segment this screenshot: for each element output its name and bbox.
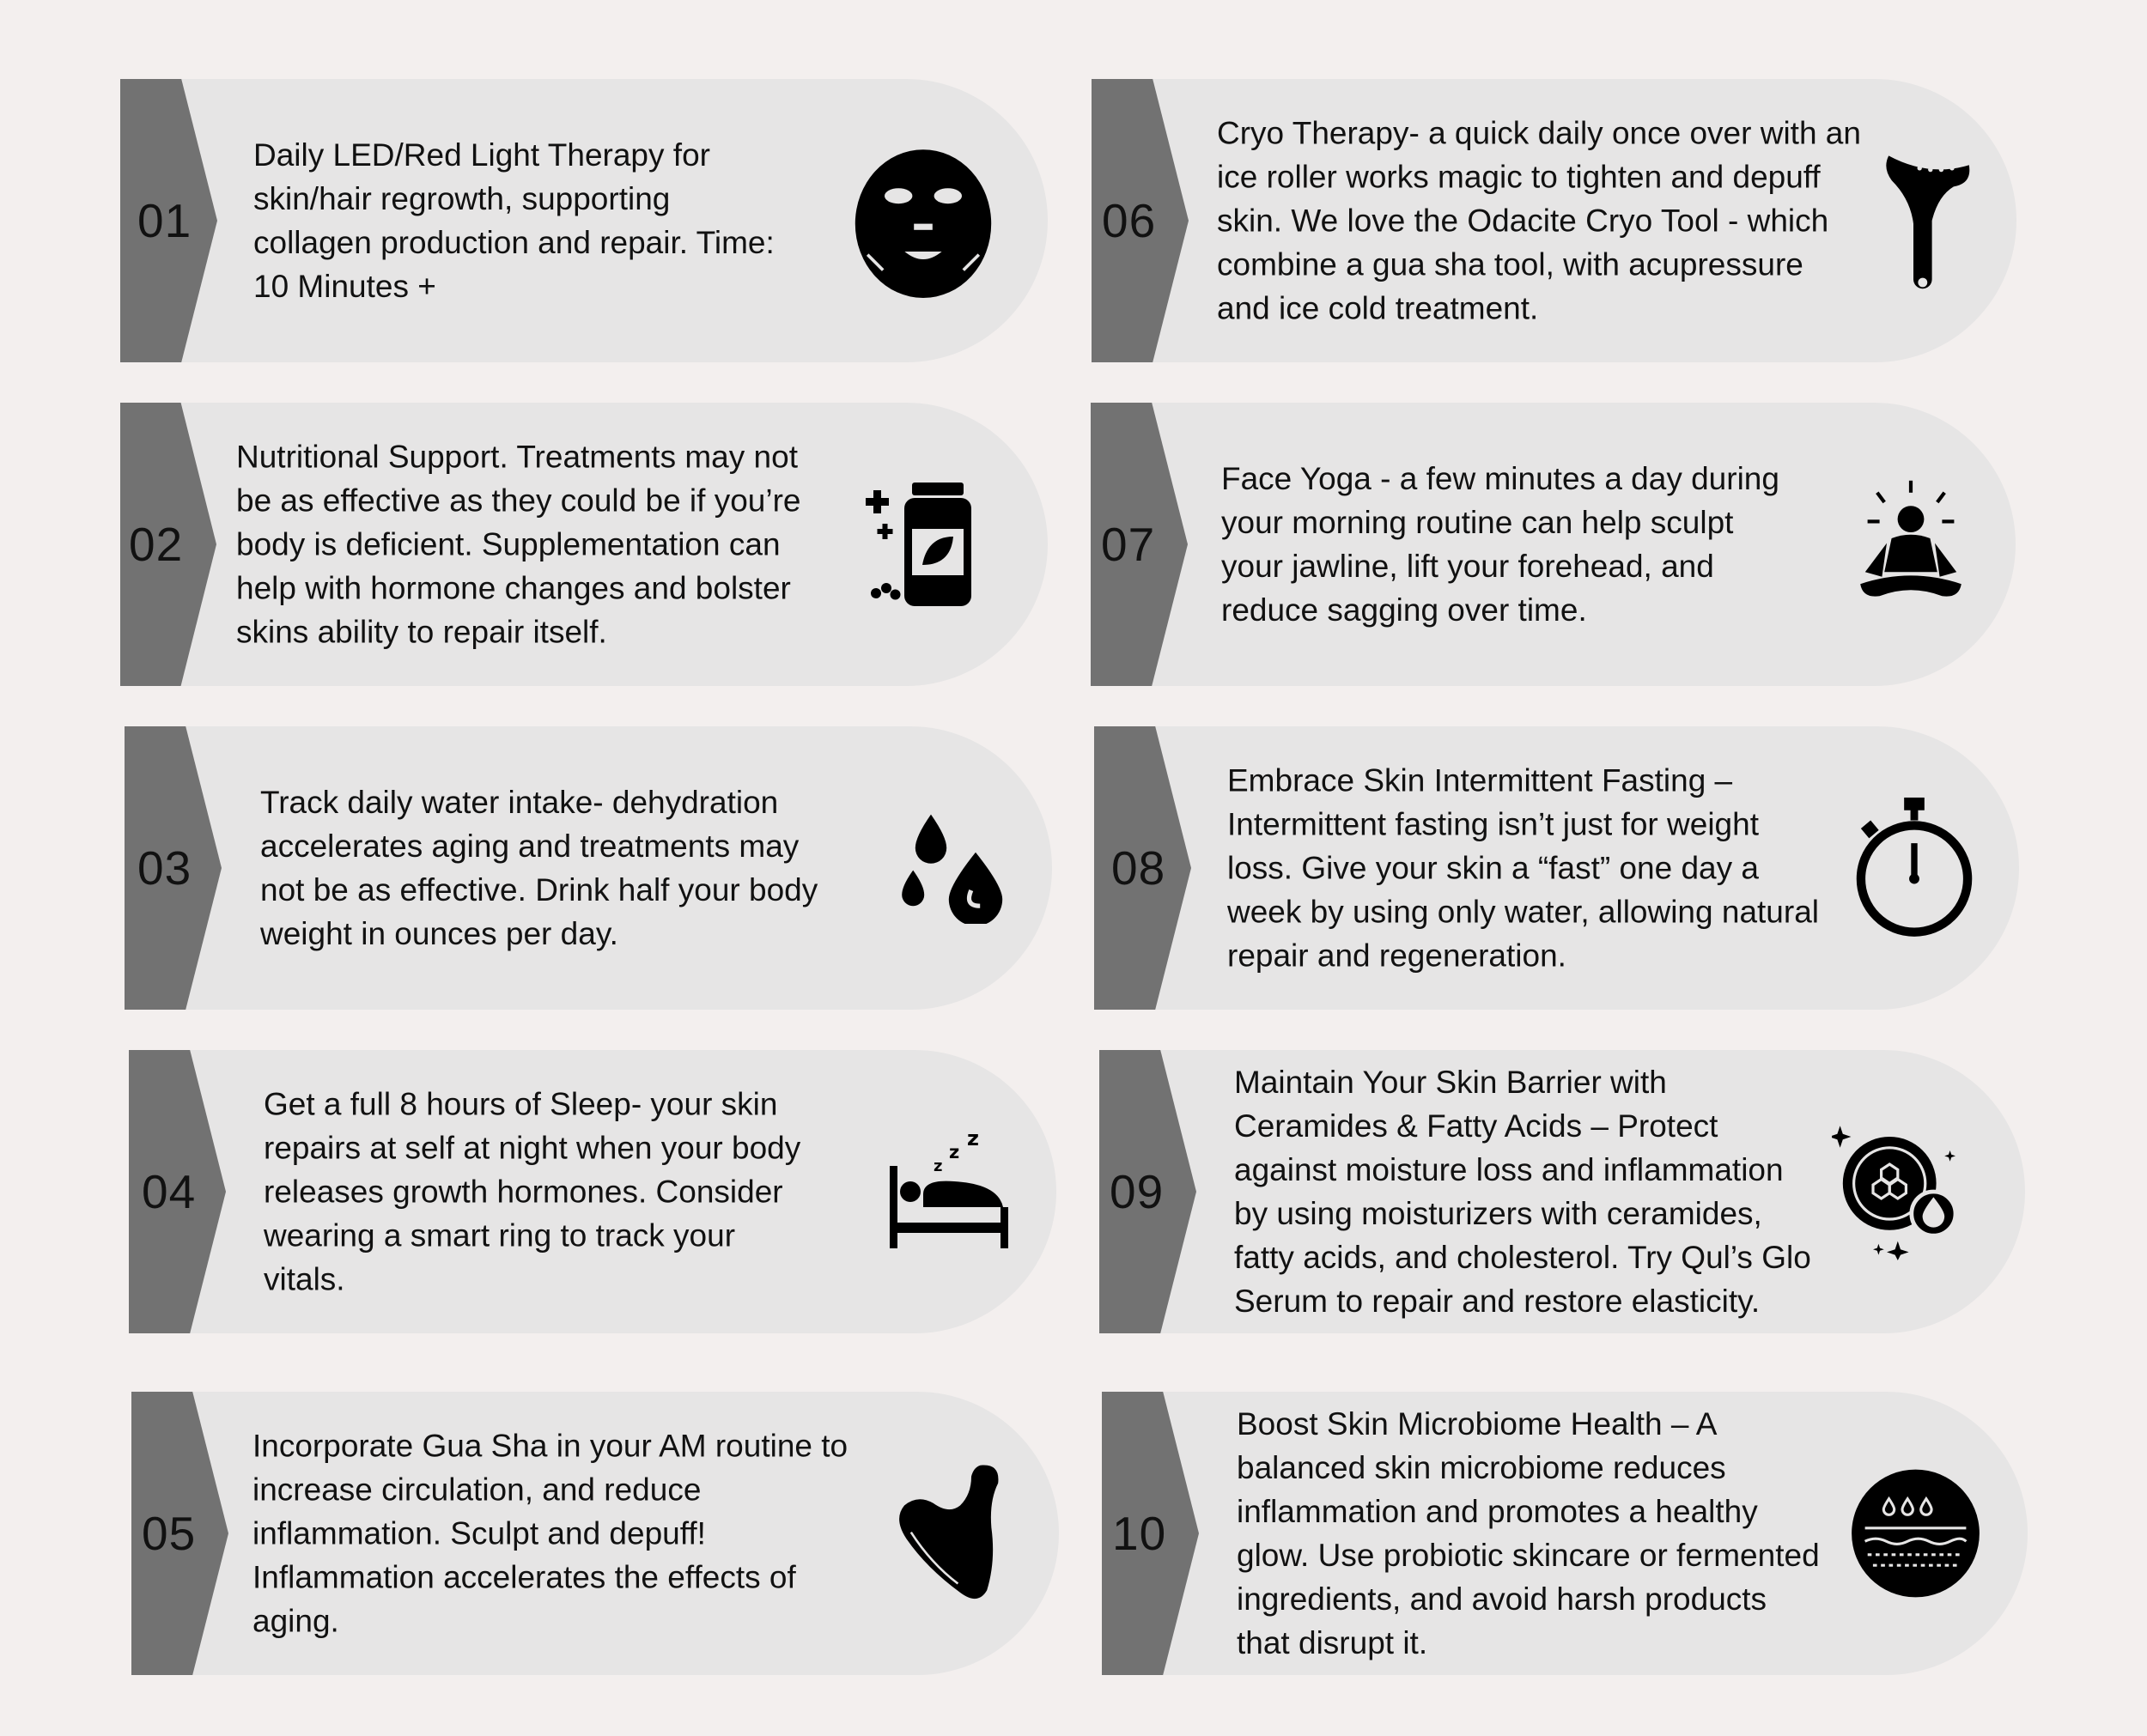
tip-number: 09 (1110, 1165, 1165, 1218)
tip-card-10 (1102, 1392, 2028, 1675)
tip-text: Get a full 8 hours of Sleep- your skin repairs at self at night when your body releases growth hormones. Consider wearing a smart ring to track your vitals. (264, 1086, 801, 1297)
supplement-jar-icon (863, 480, 992, 609)
tip-text: Maintain Your Skin Barrier with Ceramides & Fatty Acids – Protect against moisture loss and inflammation by using moisturizers with ceramides, fatty acids, and cholesterol. Try Qul’s Glo Serum to repair and restore elasticity. (1234, 1065, 1811, 1319)
sleeping-bed-icon (885, 1127, 1013, 1256)
stopwatch-icon (1850, 795, 1979, 941)
tip-text: Face Yoga - a few minutes a day during your morning routine can help sculpt your jawline, lift your forehead, and reduce sagging over time. (1221, 461, 1779, 628)
tip-card-03 (125, 726, 1052, 1010)
tip-text: Embrace Skin Intermittent Fasting – Intermittent fasting isn’t just for weight loss. Give your skin a “fast” one day a week by using only water, allowing natural repair and regeneration. (1227, 762, 1819, 974)
cryo-tool-icon (1882, 143, 1976, 298)
tip-number: 01 (137, 194, 192, 247)
tip-text: Incorporate Gua Sha in your AM routine to increase circulation, and reduce inflammation. Sculpt and depuff! Inflammation accelerates the effects of aging. (252, 1428, 848, 1639)
tip-text: Daily LED/Red Light Therapy for skin/hair regrowth, supporting collagen production and repair. Time: 10 Minutes + (253, 137, 775, 304)
tip-number: 03 (137, 841, 192, 895)
tip-card-02 (120, 403, 1048, 686)
tip-text: Cryo Therapy- a quick daily once over with an ice roller works magic to tighten and depuff skin. We love the Odacite Cryo Tool - which combine a gua sha tool, with acupressure and ice cold treatment. (1217, 115, 1861, 326)
tip-text: Boost Skin Microbiome Health – A balanced skin microbiome reduces inflammation and promotes a healthy glow. Use probiotic skincare or fermented ingredients, and avoid harsh products that disrupt it. (1237, 1406, 1820, 1660)
svg-text:z: z (934, 1157, 943, 1175)
tip-card-07 (1091, 403, 2016, 686)
face-mask-icon (846, 143, 1001, 298)
tip-number: 02 (129, 518, 184, 571)
tip-number: 06 (1102, 194, 1157, 247)
tip-card-06 (1092, 79, 2016, 362)
svg-text:z: z (967, 1127, 979, 1150)
tip-card-04 (129, 1050, 1056, 1333)
gua-sha-stone-icon (893, 1460, 1005, 1606)
tip-number: 08 (1111, 841, 1166, 895)
meditation-icon (1851, 476, 1971, 613)
tip-text: Nutritional Support. Treatments may not be as effective as they could be if you’re body is deficient. Supplementation can help with hormone changes and bolster skins ability to repair itself. (236, 439, 801, 650)
skin-layers-icon (1849, 1467, 1982, 1600)
svg-text:z: z (949, 1142, 960, 1162)
tip-text: Track daily water intake- dehydration accelerates aging and treatments may not be as effective. Drink half your body weight in ounces per day. (260, 785, 818, 951)
tip-card-09 (1099, 1050, 2025, 1333)
water-drops-icon (897, 812, 1009, 924)
tip-number: 04 (142, 1165, 197, 1218)
tip-card-01 (120, 79, 1048, 362)
tip-number: 07 (1101, 518, 1156, 571)
tip-card-08 (1094, 726, 2019, 1010)
tip-number: 10 (1112, 1507, 1167, 1560)
tip-card-05 (131, 1392, 1059, 1675)
tip-number: 05 (142, 1507, 197, 1560)
skin-barrier-icon (1832, 1123, 1969, 1260)
